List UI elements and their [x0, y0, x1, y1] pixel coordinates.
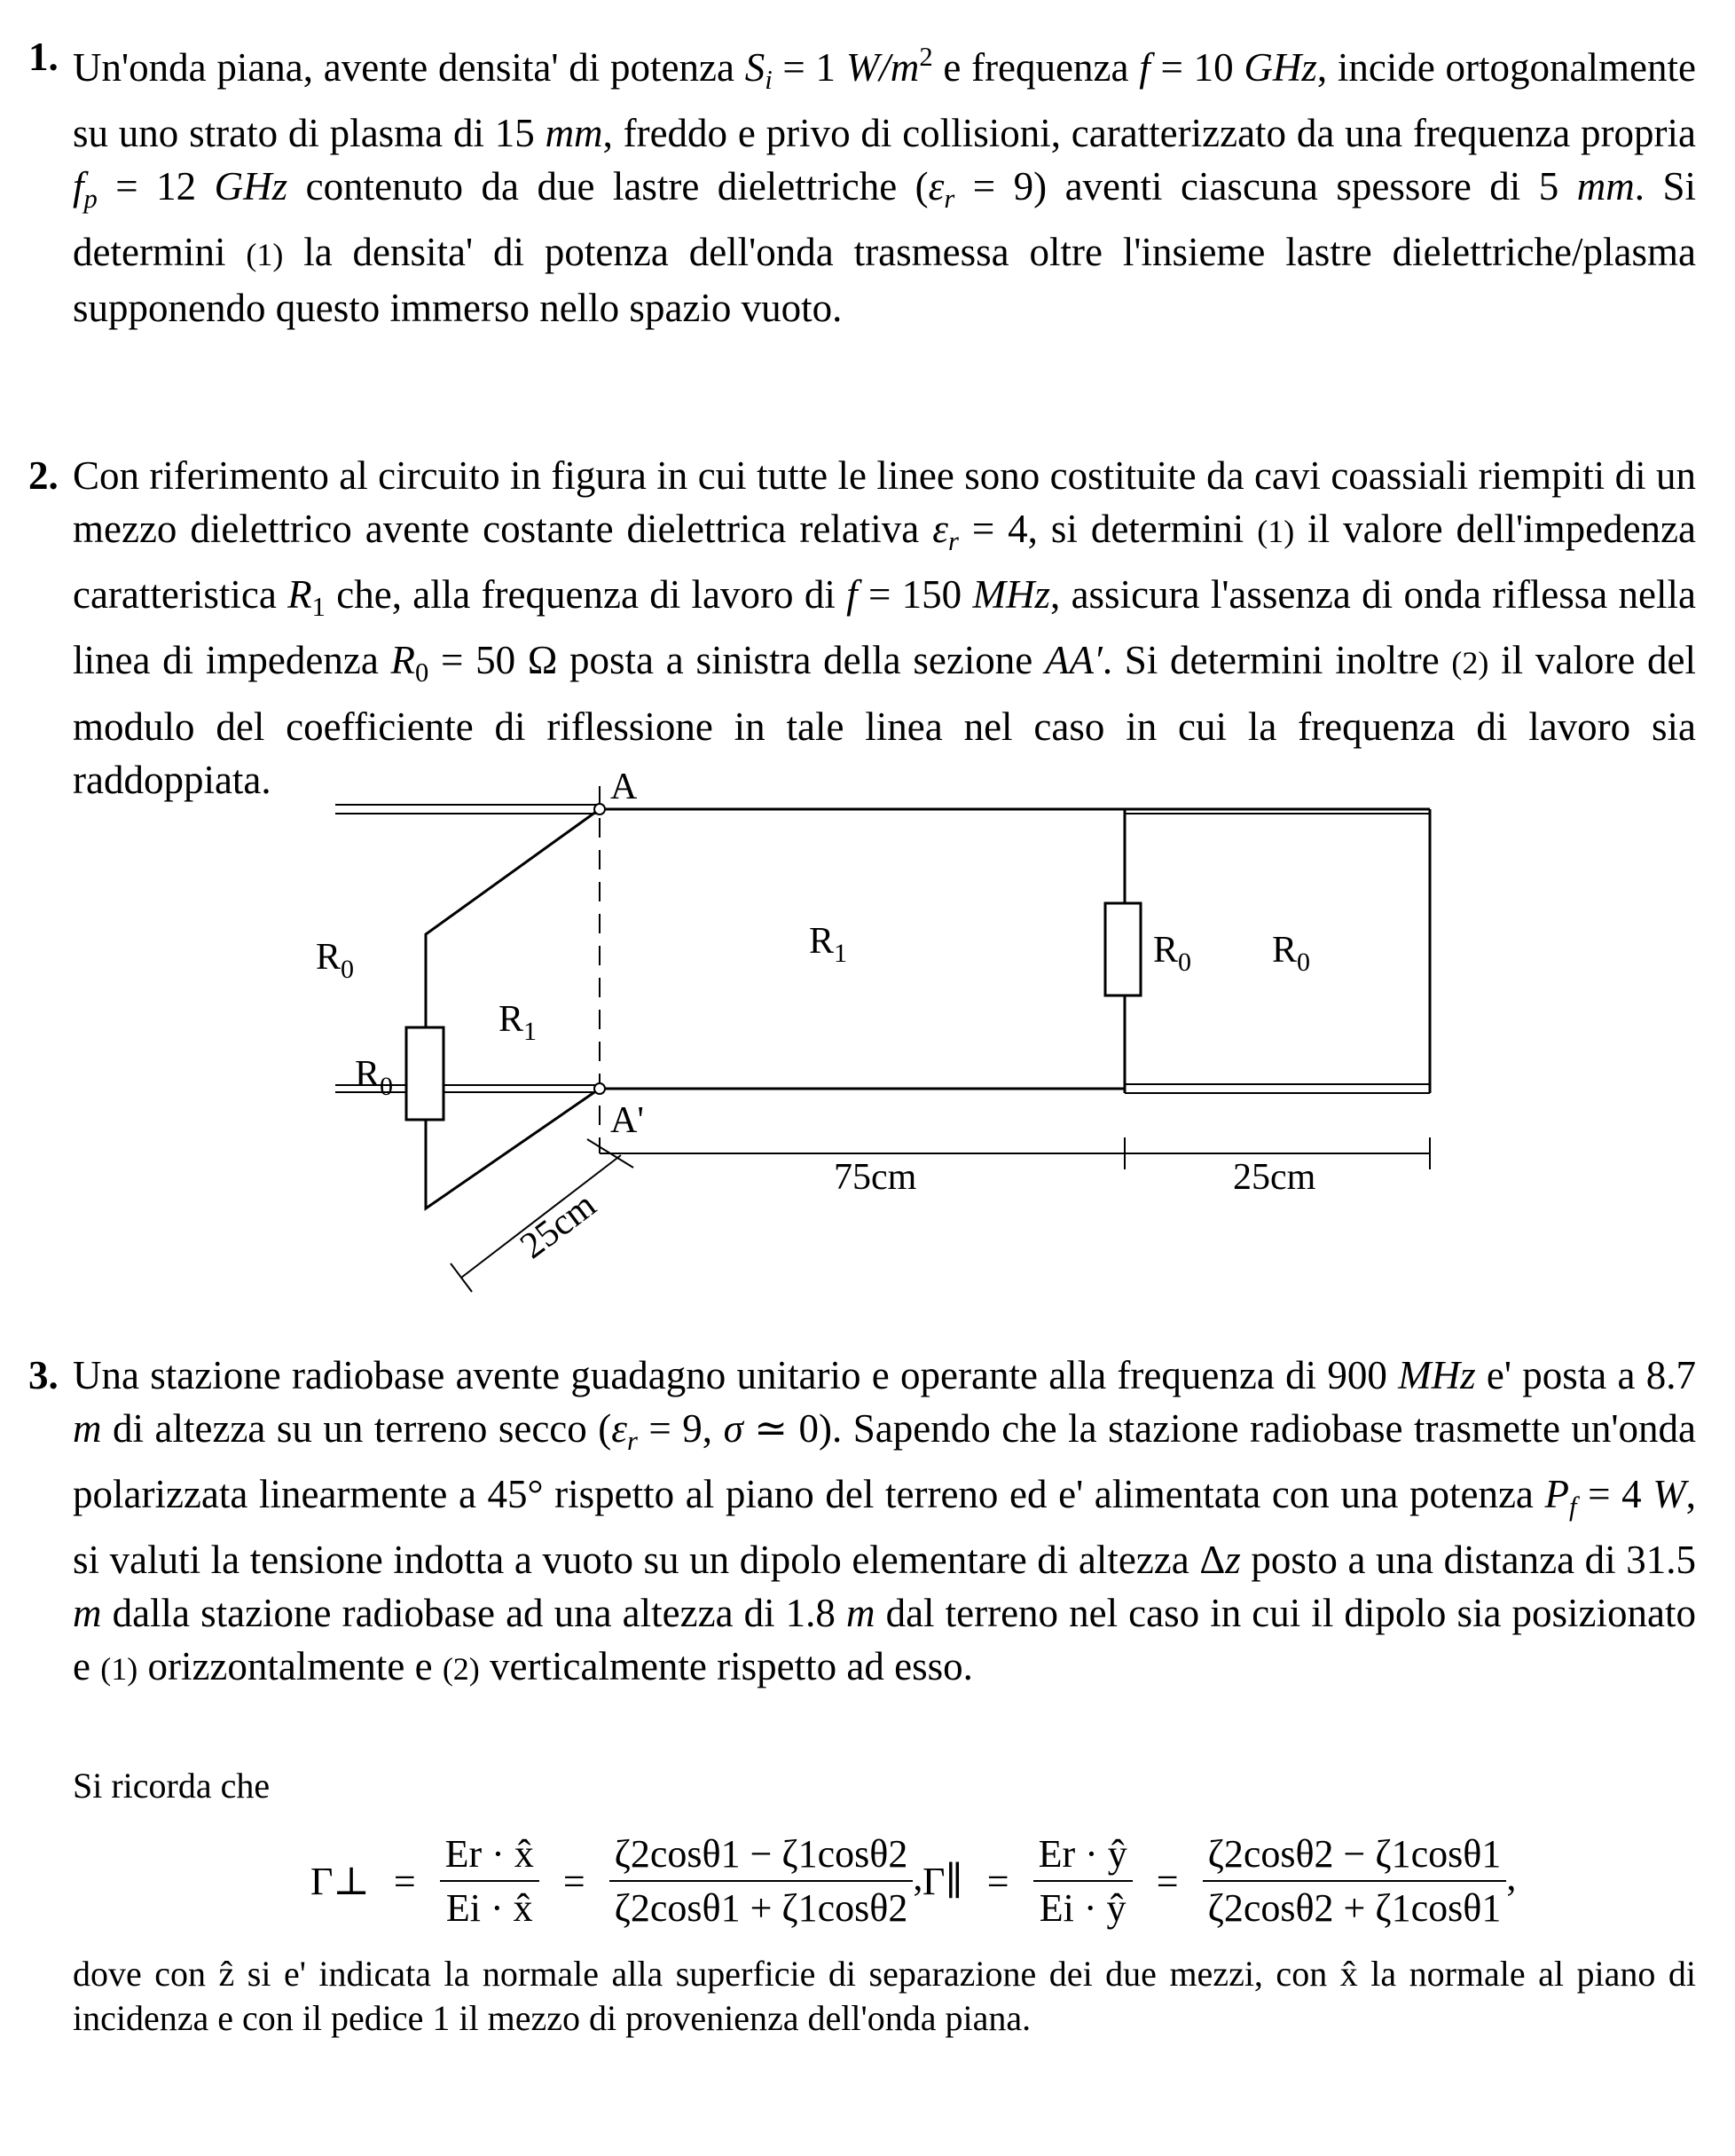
text-run: f — [1139, 44, 1150, 90]
dim-25cm-right: 25cm — [1233, 1157, 1316, 1198]
text-run: verticalmente rispetto ad esso. — [479, 1644, 973, 1689]
problem-number: 2. — [28, 453, 59, 498]
text-run: = 12 — [97, 164, 215, 209]
text-run: (1) — [100, 1651, 138, 1688]
text-run: m — [846, 1591, 875, 1636]
text-run: MHz — [1398, 1353, 1476, 1397]
text-run: z — [1225, 1538, 1241, 1583]
text-run: GHz — [1244, 44, 1317, 90]
text-run: mm — [1576, 164, 1635, 209]
label-A: A — [610, 767, 638, 807]
text-run: dal terreno nel caso in cui il dipolo sia posizionato e — [73, 1591, 1696, 1689]
text-run: contenuto da due lastre dielettriche ( — [287, 164, 929, 209]
text-run: ε — [932, 507, 948, 551]
text-run: Una stazione radiobase avente guadagno unitario e operante alla frequenza di 900 — [73, 1353, 1399, 1397]
text-run: (1) — [1257, 514, 1295, 549]
perp-field-ratio: $\frac{Er \cdot x̂}{Ei \cdot x̂}$ — [440, 1831, 539, 1931]
reminder-intro: Si ricorda che — [73, 1766, 271, 1806]
text-run: = 4, si determini — [958, 507, 1258, 551]
text-run: = 9) aventi ciascuna spessore di 5 — [954, 164, 1577, 209]
text-run: W/m — [845, 44, 920, 90]
text-run: mm — [545, 111, 603, 155]
text-run: W — [1653, 1472, 1686, 1517]
text-run: il valore del modulo del coefficiente di riflessione in tale linea nel caso in cui la frequenza di lavoro sia raddoppiata. — [73, 638, 1696, 802]
text-run: f — [846, 572, 858, 618]
text-run: , si valuti la tensione indotta a vuoto su un dipolo elementare di altezza Δ — [73, 1472, 1696, 1583]
problem-text — [73, 1349, 1696, 1696]
text-run: di altezza su un terreno secco ( — [101, 1406, 612, 1451]
text-run: = 150 — [857, 572, 973, 618]
text-run: r — [627, 1426, 638, 1457]
text-run: m — [73, 1406, 102, 1451]
label-R1-stub: $R_1$ — [499, 999, 538, 1046]
label-R0-left: $R_0$ — [316, 937, 355, 984]
text-run: dalla stazione radiobase ad una altezza di 1.8 — [101, 1591, 847, 1636]
text-run: , freddo e privo di collisioni, caratterizzato da una frequenza propria — [602, 111, 1697, 155]
text-run: che, alla frequenza di lavoro di — [325, 572, 847, 618]
text-run: f — [73, 164, 84, 209]
text-run: = 10 — [1150, 44, 1244, 90]
gamma-perp-formula: Γ⊥ = $\frac{Er \cdot x̂}{Ei \cdot x̂}$ = $\frac{\zeta 2\cos\theta 1 - \zeta 1\cos\theta 2}{\zeta 2\cos\theta 1 + \zeta 1\cos\theta 2}$ , — [310, 1832, 923, 1930]
label-R0-stub: $R_0$ — [355, 1054, 394, 1101]
text-run: posto a una distanza di 31.5 — [1240, 1538, 1696, 1583]
text-run: S — [744, 44, 765, 90]
text-run: R — [287, 572, 312, 618]
text-run: m — [73, 1591, 102, 1636]
text-run: AA′ — [1045, 638, 1103, 683]
text-run: il valore dell'impedenza caratteristica — [73, 507, 1696, 618]
problem-3 — [28, 1349, 1696, 1696]
text-run: ≃ 0). Sapendo che la stazione radiobase trasmette un'onda polarizzata linearmente a 45° rispetto al piano del terreno ed e' alimentata con una potenza — [73, 1406, 1697, 1517]
text-run: , assicura l'assenza di onda riflessa nella linea di impedenza — [73, 572, 1696, 683]
text-run: e' posta a 8.7 — [1475, 1353, 1697, 1397]
text-run: R — [390, 638, 416, 683]
text-run: MHz — [972, 572, 1050, 618]
text-run: orizzontalmente e — [137, 1644, 443, 1689]
text-run: e frequenza — [932, 44, 1140, 90]
gamma-perp-symbol: Γ⊥ — [310, 1859, 370, 1903]
text-run: . Si determini — [73, 164, 1696, 275]
perp-impedance-ratio: $\frac{\zeta 2\cos\theta 1 - \zeta 1\cos\theta 2}{\zeta 2\cos\theta 1 + \zeta 1\cos\theta 2}$ — [609, 1831, 914, 1931]
text-run: = 4 — [1576, 1472, 1653, 1517]
text-run: r — [944, 184, 955, 215]
label-A-prime: A' — [610, 1100, 644, 1141]
text-run: = 9, — [637, 1406, 724, 1451]
text-run: f — [1569, 1491, 1577, 1523]
text-run: i — [765, 65, 773, 95]
label-R0-shunt: $R_0$ — [1153, 930, 1192, 977]
text-run: 0 — [415, 657, 429, 689]
text-run: σ — [723, 1406, 743, 1451]
label-R1-main: $R_1$ — [809, 921, 848, 968]
dim-75cm: 75cm — [834, 1157, 917, 1198]
problem-number: 3. — [28, 1353, 59, 1397]
text-run: ε — [928, 164, 945, 209]
dim-25cm-stub: 25cm — [513, 1184, 604, 1267]
par-field-ratio: $\frac{Er \cdot ŷ}{Ei \cdot ŷ}$ — [1033, 1831, 1133, 1931]
text-run: = 50 Ω posta a sinistra della sezione — [428, 638, 1045, 683]
text-run: ε — [611, 1406, 627, 1451]
reminder-footnote: dove con ẑ si e' indicata la normale alla superficie di separazione dei due mezzi, con x̂ la normale al piano di incidenza e con il pedice 1 il mezzo di provenienza dell'onda piana. — [73, 1954, 1696, 2038]
problem-number: 1. — [28, 35, 59, 79]
text-run: la densita' di potenza dell'onda trasmessa oltre l'insieme lastre dielettriche/plasma supponendo questo immerso nello spazio vuoto. — [73, 230, 1696, 331]
text-run: = 1 — [772, 44, 846, 90]
text-run: Con riferimento al circuito in figura in cui tutte le linee sono costituite da cavi coassiali riempiti di un mezzo dielettrico avente costante dielettrica relativa — [73, 453, 1696, 551]
gamma-par-symbol: Γ∥ — [922, 1859, 963, 1903]
text-run: , incide ortogonalmente su uno strato di plasma di 15 — [73, 44, 1696, 155]
text-run: Un'onda piana, avente densita' di potenza — [73, 44, 745, 90]
text-run: (2) — [442, 1651, 480, 1688]
text-run: 1 — [311, 592, 326, 623]
text-run: 2 — [919, 42, 933, 72]
text-run: . Si determini inoltre — [1102, 638, 1452, 683]
text-run: (1) — [246, 237, 284, 273]
text-run: p — [83, 184, 98, 215]
text-run: (2) — [1451, 645, 1489, 681]
gamma-par-formula: Γ∥ = $\frac{Er \cdot ŷ}{Ei \cdot ŷ}$ = $\frac{\zeta 2\cos\theta 2 - \zeta 1\cos\theta 1}{\zeta 2\cos\theta 2 + \zeta 1\cos\theta 1}$ , — [922, 1832, 1517, 1930]
text-run: P — [1544, 1472, 1570, 1517]
label-R0-line: $R_0$ — [1272, 930, 1311, 977]
text-run: GHz — [214, 164, 288, 209]
par-impedance-ratio: $\frac{\zeta 2\cos\theta 2 - \zeta 1\cos\theta 1}{\zeta 2\cos\theta 2 + \zeta 1\cos\theta 1}$ — [1203, 1831, 1507, 1931]
text-run: r — [947, 526, 959, 557]
